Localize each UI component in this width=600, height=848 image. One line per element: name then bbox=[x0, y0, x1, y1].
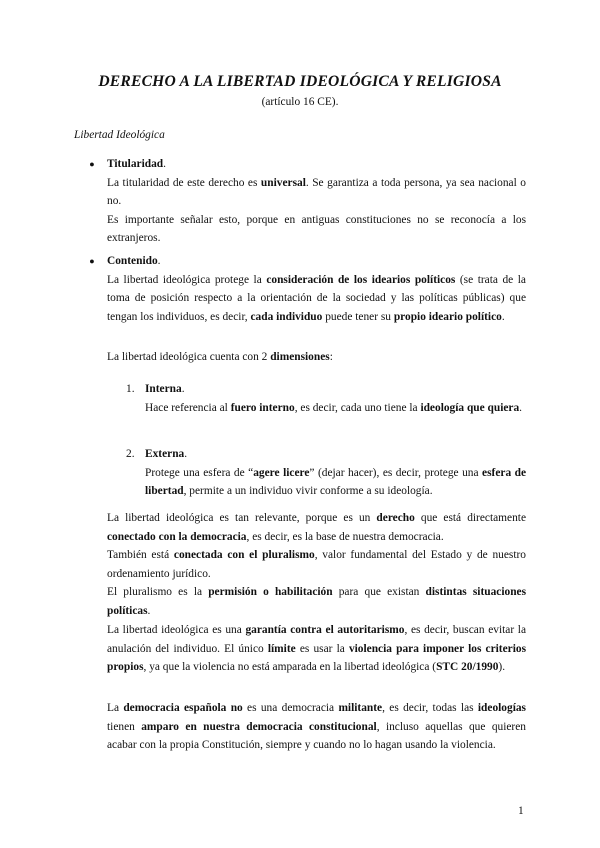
body-text: es usar la bbox=[295, 642, 349, 655]
body-text: , es decir, es la base de nuestra democracia. bbox=[246, 530, 444, 543]
emphasis-text: STC 20/1990 bbox=[436, 661, 499, 673]
dimension-externa: Externa. Protege una esfera de “agere licere” (dejar hacer), es decir, protege una esfera de libertad, permite a un individuo vivir conforme a su ideología. bbox=[145, 448, 527, 497]
body-text: : bbox=[329, 351, 333, 363]
emphasis-text: democracia española no bbox=[123, 702, 243, 714]
emphasis-text: consideración de los idearios políticos bbox=[266, 273, 456, 286]
emphasis-text: militante bbox=[338, 702, 383, 714]
bullet-paragraph bbox=[107, 271, 526, 327]
body-text: Hace referencia al bbox=[145, 401, 231, 414]
emphasis-text: ideologías bbox=[477, 702, 526, 714]
emphasis-text: cada individuo bbox=[250, 310, 323, 323]
body-text: , ya que la violencia no está amparada en la libertad ideológica ( bbox=[143, 661, 437, 673]
emphasis-text: garantía contra el autoritarismo bbox=[245, 624, 405, 636]
body-paragraph-autoritarismo bbox=[107, 621, 526, 677]
bullet-icon: ● bbox=[89, 159, 95, 169]
body-text: para que existan bbox=[332, 586, 426, 598]
dimensions-intro bbox=[107, 348, 526, 367]
document-title: DERECHO A LA LIBERTAD IDEOLÓGICA Y RELIGIOSA bbox=[98, 73, 502, 90]
list-number: 2. bbox=[126, 448, 135, 460]
emphasis-text: distintas situaciones políticas bbox=[107, 586, 527, 617]
body-text: ). bbox=[498, 661, 506, 673]
body-text: La libertad ideológica es tan relevante, porque es un bbox=[107, 512, 377, 524]
body-text: es una democracia bbox=[242, 702, 339, 714]
section-heading: Libertad Ideológica bbox=[74, 129, 165, 141]
body-text: ” (dejar hacer), es decir, protege una bbox=[309, 466, 483, 479]
body-text: . bbox=[519, 401, 523, 414]
emphasis-text: amparo en nuestra democracia constitucional bbox=[141, 720, 377, 733]
body-text: . Se garantiza a toda persona, ya sea nacional o no. bbox=[107, 176, 526, 207]
bullet-heading: Titularidad. bbox=[107, 158, 166, 170]
body-paragraph-militante bbox=[107, 699, 526, 755]
page-number: 1 bbox=[518, 805, 524, 817]
body-text: , valor fundamental del Estado y de nuestro ordenamiento jurídico. bbox=[107, 549, 526, 580]
emphasis-text: esfera de libertad bbox=[145, 466, 527, 497]
document-subtitle: (artículo 16 CE). bbox=[261, 96, 339, 108]
body-text: La bbox=[107, 702, 124, 714]
emphasis-text: conectada con el pluralismo bbox=[173, 549, 315, 561]
emphasis-text: universal bbox=[260, 176, 306, 189]
body-text: . bbox=[501, 310, 505, 323]
emphasis-text: agere licere bbox=[253, 466, 310, 479]
body-text: que está directamente bbox=[414, 512, 527, 524]
body-text: , permite a un individuo vivir conforme a su ideología. bbox=[183, 485, 433, 497]
body-text: La libertad ideológica protege la bbox=[107, 273, 267, 286]
body-text: La libertad ideológica es una bbox=[107, 624, 246, 636]
body-text: La titularidad de este derecho es bbox=[107, 176, 261, 189]
body-text: También está bbox=[107, 549, 174, 561]
body-text: Protege una esfera de “ bbox=[145, 466, 254, 479]
body-text: puede tener su bbox=[322, 310, 394, 323]
bullet-icon: ● bbox=[89, 256, 95, 266]
list-number: 1. bbox=[126, 383, 135, 395]
emphasis-text: conectado con la democracia bbox=[107, 530, 247, 543]
emphasis-text: fuero interno bbox=[230, 401, 295, 414]
emphasis-text: permisión o habilitación bbox=[208, 586, 333, 598]
body-text: , es decir, cada uno tiene la bbox=[294, 401, 421, 414]
body-text: tienen bbox=[107, 720, 142, 733]
bullet-titularidad bbox=[107, 155, 526, 248]
body-text: El pluralismo es la bbox=[107, 586, 209, 598]
bullet-contenido bbox=[107, 252, 526, 326]
body-text: La libertad ideológica cuenta con 2 bbox=[107, 351, 271, 363]
body-text: (se trata de la toma de posición respecto a la orientación de la sociedad y las políticas públicas) que tengan los individuos, es decir, bbox=[107, 273, 526, 323]
body-text: . bbox=[147, 604, 151, 617]
body-text: , es decir, todas las bbox=[382, 702, 478, 714]
bullet-paragraph bbox=[107, 174, 526, 211]
emphasis-text: derecho bbox=[376, 512, 415, 524]
body-text: , incluso aquellas que quieren acabar con la propia Constitución, siempre y cuando no lo hagan usando la violencia. bbox=[107, 720, 526, 751]
body-paragraph-democracia bbox=[107, 509, 526, 620]
dimension-interna: Interna. Hace referencia al fuero interno, es decir, cada uno tiene la ideología que quiera. bbox=[145, 383, 523, 414]
emphasis-text: propio ideario político bbox=[393, 310, 502, 323]
bullet-heading: Contenido. bbox=[107, 255, 161, 267]
emphasis-text: dimensiones bbox=[270, 351, 330, 363]
emphasis-text: violencia para imponer los criterios propios bbox=[107, 642, 526, 673]
emphasis-text: ideología que quiera bbox=[420, 401, 520, 414]
body-text: , es decir, buscan evitar la anulación del individuo. El único bbox=[107, 624, 527, 655]
emphasis-text: límite bbox=[267, 642, 296, 655]
bullet-paragraph: Es importante señalar esto, porque en antiguas constituciones no se reconocía a los extranjeros. bbox=[107, 213, 526, 244]
